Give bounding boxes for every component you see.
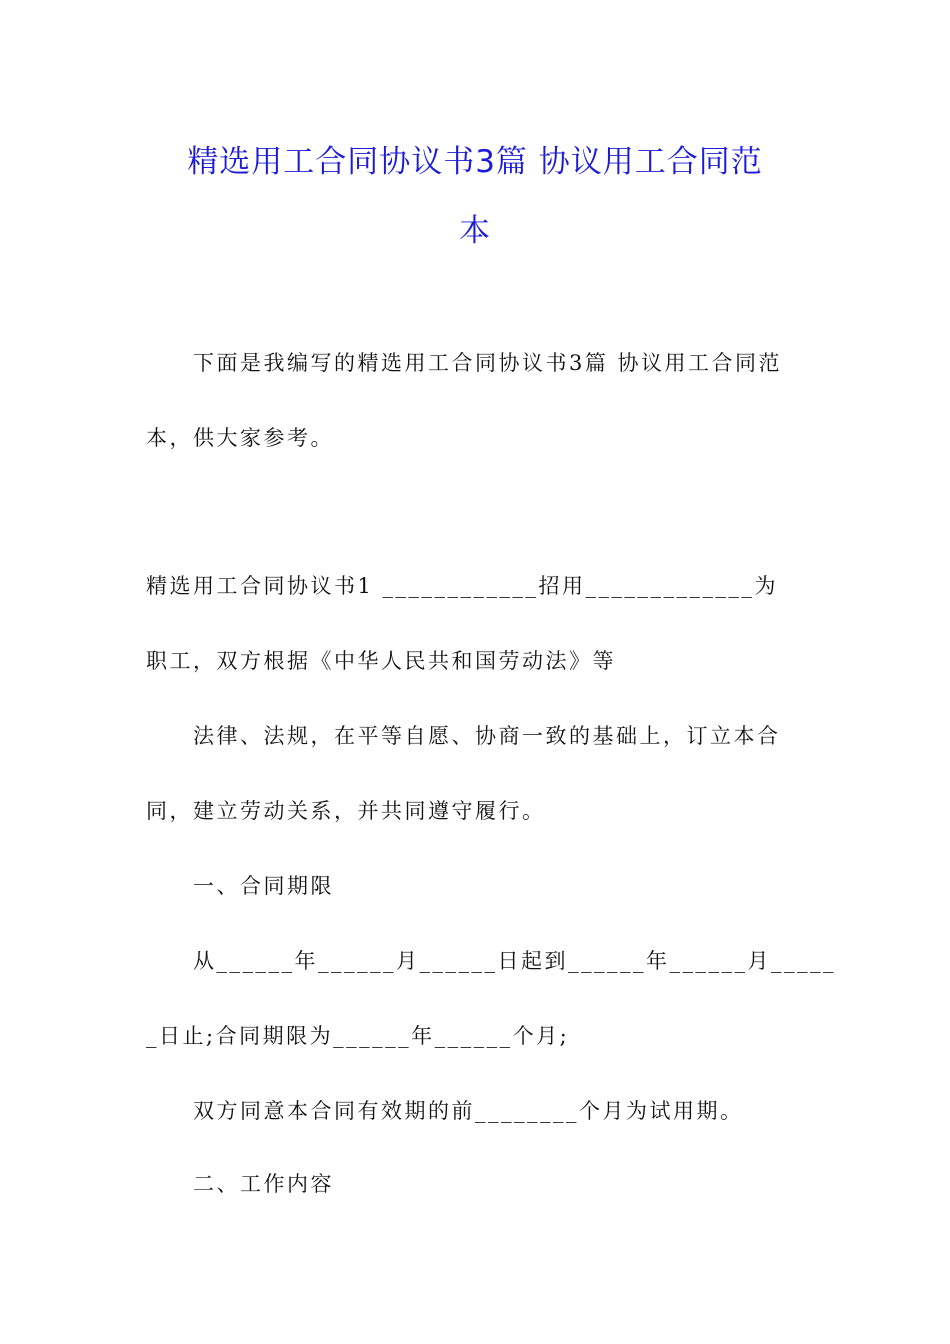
body-line-7: _日止;合同期限为______年______个月; bbox=[146, 1024, 570, 1048]
body-line-3: 法律、法规，在平等自愿、协商一致的基础上，订立本合 bbox=[193, 724, 781, 748]
title-line-2: 本 bbox=[459, 213, 491, 249]
intro-line-1: 下面是我编写的精选用工合同协议书3篇 协议用工合同范 bbox=[193, 351, 783, 375]
body-line-4: 同，建立劳动关系，并共同遵守履行。 bbox=[146, 799, 546, 823]
body-line-2: 职工，双方根据《中华人民共和国劳动法》等 bbox=[146, 649, 616, 673]
title-line-1: 精选用工合同协议书3篇 协议用工合同范 bbox=[187, 144, 763, 180]
intro-line-2: 本，供大家参考。 bbox=[146, 426, 334, 450]
body-line-1: 精选用工合同协议书1 ____________招用_____________为 bbox=[146, 574, 779, 598]
section-heading-term: 一、合同期限 bbox=[193, 874, 334, 898]
body-line-6: 从______年______月______日起到______年______月_____ bbox=[193, 949, 836, 973]
body-line-8: 双方同意本合同有效期的前________个月为试用期。 bbox=[193, 1099, 744, 1123]
section-heading-work: 二、工作内容 bbox=[193, 1172, 334, 1196]
